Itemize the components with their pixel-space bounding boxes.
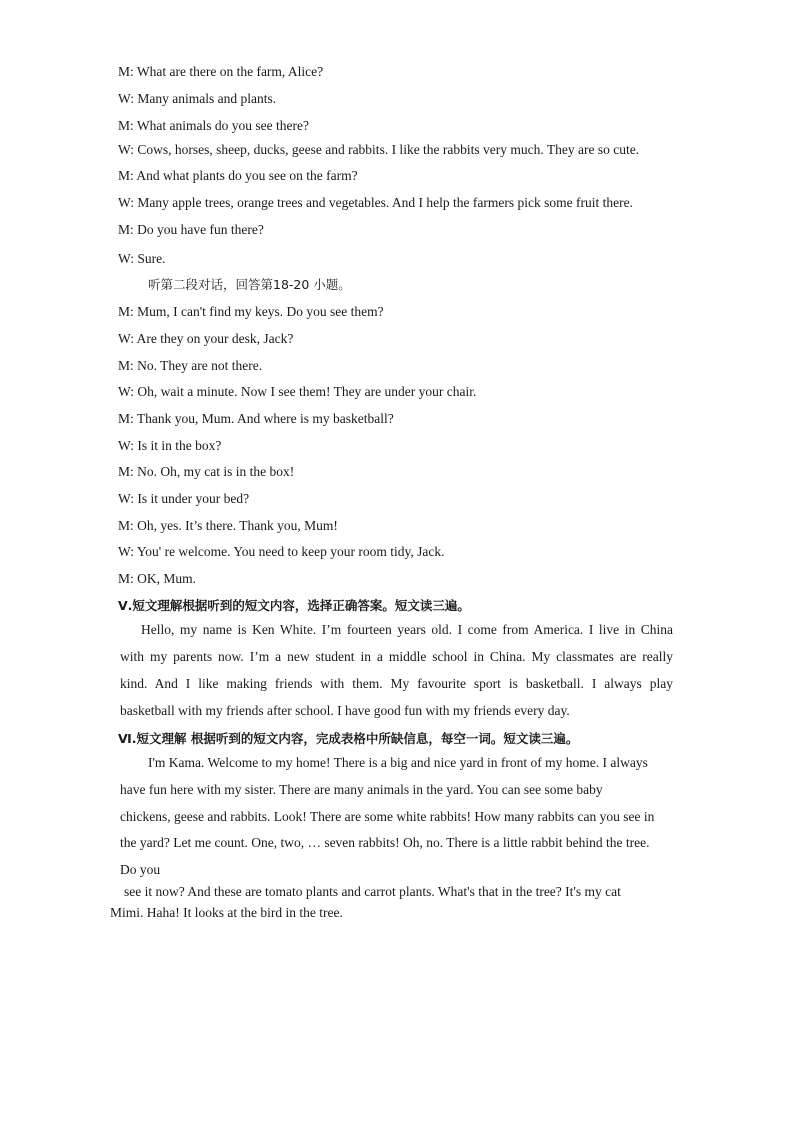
section6-heading: Ⅵ.短文理解 根据听到的短文内容，完成表格中所缺信息，每空一词。短文读三遍。 bbox=[118, 731, 579, 746]
dialogue2-line: M: Thank you, Mum. And where is my basketball? bbox=[118, 411, 394, 426]
section6-passage-line: see it now? And these are tomato plants and carrot plants. What's that in the tree? It's my cat bbox=[124, 884, 621, 899]
section2-heading: 听第二段对话，回答第18-20 小题。 bbox=[148, 277, 351, 292]
dialogue1-line: W: Many apple trees, orange trees and vegetables. And I help the farmers pick some fruit there. bbox=[118, 195, 633, 210]
section6-passage-line: the yard? Let me count. One, two, … seven rabbits! Oh, no. There is a little rabbit behind the tree. bbox=[120, 835, 650, 850]
section6-passage-line: I'm Kama. Welcome to my home! There is a big and nice yard in front of my home. I always bbox=[148, 755, 648, 770]
section5-heading: Ⅴ.短文理解根据听到的短文内容，选择正确答案。短文读三遍。 bbox=[118, 598, 470, 613]
dialogue2-line: M: Mum, I can't find my keys. Do you see them? bbox=[118, 304, 384, 319]
section6-passage-line: chickens, geese and rabbits. Look! There are some white rabbits! How many rabbits can you see in bbox=[120, 809, 655, 824]
dialogue1-line: M: Do you have fun there? bbox=[118, 222, 264, 237]
section6-passage-line: have fun here with my sister. There are many animals in the yard. You can see some baby bbox=[120, 782, 603, 797]
dialogue1-line: M: And what plants do you see on the farm? bbox=[118, 168, 358, 183]
dialogue1-line: W: Sure. bbox=[118, 251, 166, 266]
section6-passage-line: Mimi. Haha! It looks at the bird in the tree. bbox=[110, 905, 343, 920]
dialogue2-line: M: No. Oh, my cat is in the box! bbox=[118, 464, 295, 479]
dialogue1-line: M: What animals do you see there? bbox=[118, 118, 309, 133]
section6-passage-line: Do you bbox=[120, 862, 161, 877]
dialogue2-line: W: Is it in the box? bbox=[118, 438, 222, 453]
dialogue2-line: W: Are they on your desk, Jack? bbox=[118, 331, 294, 346]
dialogue2-line: M: No. They are not there. bbox=[118, 358, 263, 373]
dialogue1-line: M: What are there on the farm, Alice? bbox=[118, 64, 324, 79]
section5-passage-line: Hello, my name is Ken White. I’m fourteen years old. I come from America. I live in China bbox=[141, 622, 673, 637]
dialogue2-line: W: You' re welcome. You need to keep your room tidy, Jack. bbox=[118, 544, 445, 559]
section5-passage-line: with my parents now. I’m a new student in a middle school in China. My classmates are really bbox=[120, 649, 673, 664]
dialogue2-line: W: Oh, wait a minute. Now I see them! They are under your chair. bbox=[118, 384, 477, 399]
dialogue1-line: W: Many animals and plants. bbox=[118, 91, 277, 106]
dialogue1-line: W: Cows, horses, sheep, ducks, geese and rabbits. I like the rabbits very much. They are so cute. bbox=[118, 142, 640, 157]
section5-passage-line: basketball with my friends after school. I have good fun with my friends every day. bbox=[120, 703, 570, 718]
dialogue2-line: W: Is it under your bed? bbox=[118, 491, 250, 506]
dialogue2-line: M: Oh, yes. It’s there. Thank you, Mum! bbox=[118, 518, 338, 533]
dialogue2-line: M: OK, Mum. bbox=[118, 571, 197, 586]
section5-passage-line: kind. And I like making friends with them. My favourite sport is basketball. I always play bbox=[120, 676, 673, 691]
